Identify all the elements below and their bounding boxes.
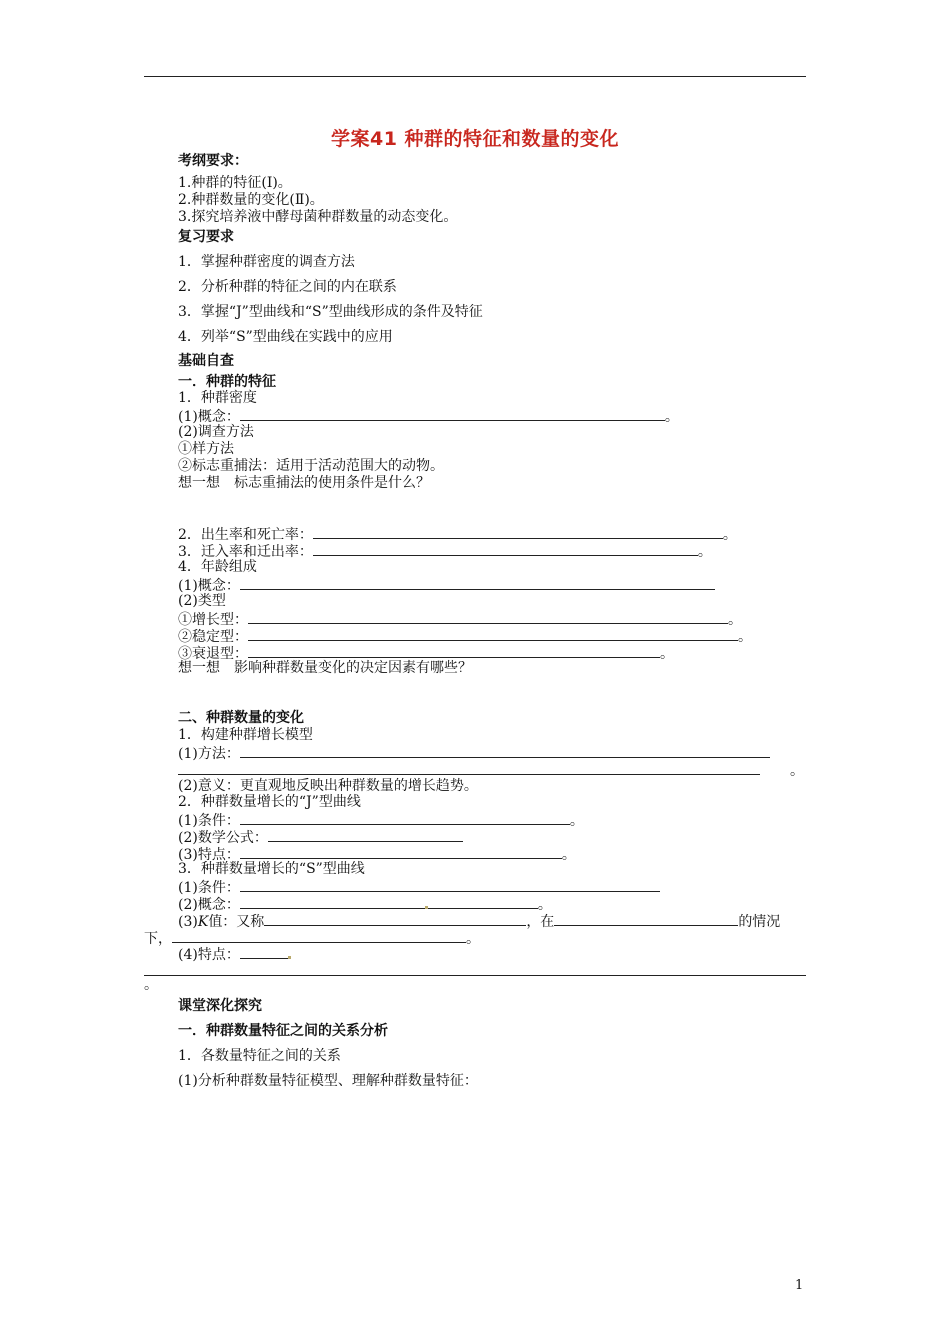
fill-blank[interactable] [240,811,570,825]
fill-blank[interactable] [240,945,288,959]
fill-blank[interactable] [240,878,660,892]
line-zengzhang: ①增长型： 。 [178,612,742,628]
line-s-curve: 3．种群数量增长的“S”型曲线 [178,861,365,877]
fill-blank[interactable] [248,610,728,624]
line-gainian-1: (1)概念： 。 [178,409,679,425]
fill-blank[interactable] [240,407,665,421]
fuxi-item-4: 4．列举“S”型曲线在实践中的应用 [178,329,393,345]
line-fangfa-cont: 。 [178,761,804,780]
line-s-tiaojian: (1)条件： [178,878,660,897]
kaogang-heading: 考纲要求： [178,153,248,169]
line-after-rule: 。 [144,977,158,993]
fill-blank[interactable] [313,525,723,539]
fill-blank[interactable] [240,576,715,590]
line-xiangyixiang-2: 想一想 影响种群数量变化的决定因素有哪些？ [178,660,472,676]
line-yangfang: ①样方法 [178,441,234,457]
line-gainian-2: (1)概念： [178,576,715,595]
line-j-tedian: (3)特点： 。 [178,847,576,863]
line-s-gainian: (2)概念： 。 [178,897,552,913]
line-biaozhi: ②标志重捕法：适用于活动范围大的动物。 [178,458,444,474]
ketang-subheading: 一．种群数量特征之间的关系分析 [178,1023,388,1039]
section-rule [144,975,806,976]
fill-blank[interactable] [248,644,660,658]
line-qianru: 3．迁入率和迁出率： 。 [178,544,712,560]
fuxi-item-3: 3．掌握“J”型曲线和“S”型曲线形成的条件及特征 [178,304,483,320]
fill-blank[interactable] [428,895,538,909]
fill-blank[interactable] [264,912,526,926]
page-number: 1 [795,1278,804,1293]
line-chusheng: 2．出生率和死亡率： 。 [178,527,737,543]
fill-blank[interactable] [178,761,760,775]
fill-blank[interactable] [313,542,698,556]
kaogang-item-1: 1.种群的特征(Ⅰ)。 [178,175,292,191]
ketang-line-1: 1．各数量特征之间的关系 [178,1048,341,1064]
fill-blank[interactable] [240,845,562,859]
kaogang-item-3: 3.探究培养液中酵母菌种群数量的动态变化。 [178,209,458,225]
line-gouji: 1．构建种群增长模型 [178,727,313,743]
line-yiyi: (2)意义：更直观地反映出种群数量的增长趋势。 [178,778,478,794]
ketang-line-2: (1)分析种群数量特征模型、理解种群数量特征： [178,1073,478,1089]
line-shuaitui: ③衰退型： 。 [178,646,674,662]
line-xiangyixiang-1: 想一想 标志重捕法的使用条件是什么？ [178,475,430,491]
fill-blank[interactable] [248,627,738,641]
line-j-gongshi: (2)数学公式： [178,828,463,847]
header-rule [144,76,806,77]
line-diaocha: (2)调查方法 [178,424,254,440]
ketang-heading: 课堂深化探究 [178,998,262,1014]
fuxi-item-2: 2．分析种群的特征之间的内在联系 [178,279,397,295]
page-title: 学案41 种群的特征和数量的变化 [330,128,620,150]
fuxi-heading: 复习要求 [178,229,234,245]
fill-blank[interactable] [554,912,738,926]
line-j-tiaojian: (1)条件： 。 [178,813,584,829]
line-j-curve: 2．种群数量增长的“J”型曲线 [178,794,361,810]
fill-blank[interactable] [268,828,463,842]
edit-marker [288,956,291,959]
line-zhongqun-midu: 1．种群密度 [178,390,257,406]
fuxi-item-1: 1．掌握种群密度的调查方法 [178,254,355,270]
line-k-value-cont: 下， 。 [144,931,480,947]
jichu-heading: 基础自查 [178,353,234,369]
line-nianling: 4．年龄组成 [178,559,257,575]
fill-blank[interactable] [240,895,425,909]
part1-heading: 一．种群的特征 [178,374,276,390]
line-k-value: (3)K值：又称 ，在 的情况 [178,914,781,930]
part2-heading: 二、种群数量的变化 [178,710,304,726]
line-wending: ②稳定型： 。 [178,629,752,645]
fill-blank[interactable] [240,744,770,758]
line-fangfa: (1)方法： [178,744,770,763]
line-s-tedian: (4)特点： [178,945,291,964]
fill-blank[interactable] [172,929,466,943]
kaogang-item-2: 2.种群数量的变化(Ⅱ)。 [178,192,324,208]
line-leixing: (2)类型 [178,593,226,609]
